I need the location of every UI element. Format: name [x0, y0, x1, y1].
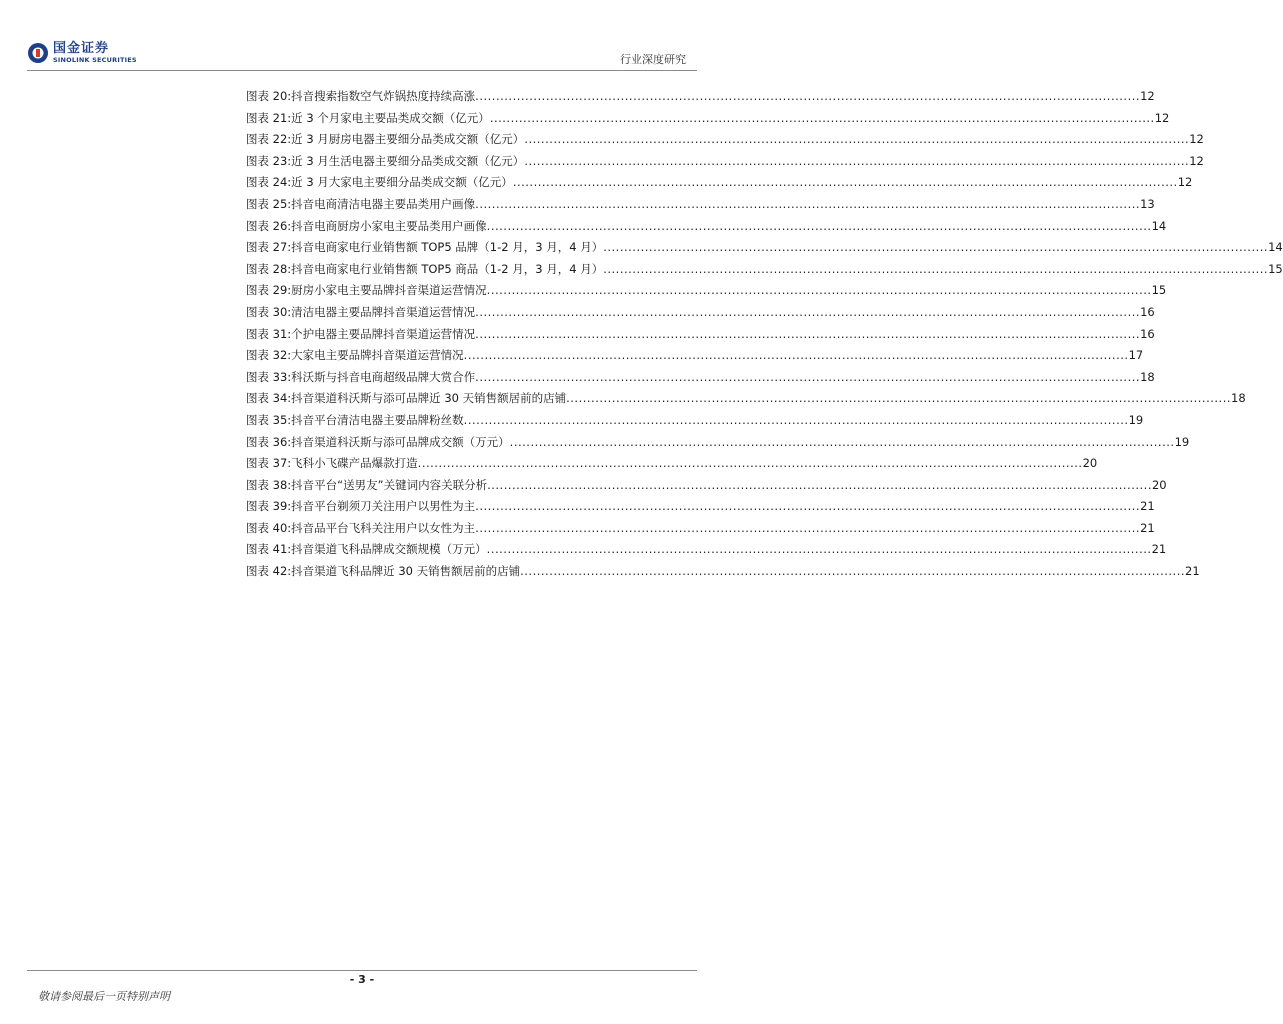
- toc-leader-dots: [513, 175, 1178, 189]
- toc-entry[interactable]: [246, 412, 1144, 434]
- toc-figure-title: 抖音渠道飞科品牌近 30 天销售额居前的店铺: [291, 564, 521, 579]
- toc-figure-title: 抖音渠道飞科品牌成交额规模（万元）: [291, 542, 487, 557]
- logo-text-cn: 国金证券: [53, 41, 110, 57]
- page-number: - 3 -: [349, 973, 375, 986]
- toc-entry[interactable]: [246, 174, 1193, 196]
- company-logo: [27, 42, 137, 64]
- toc-leader-dots: [475, 370, 1140, 384]
- toc-leader-dots: [566, 391, 1231, 405]
- toc-figure-label: 图表 38:: [246, 477, 292, 492]
- toc-entry[interactable]: [246, 390, 1246, 412]
- toc-figure-title: 抖音电商厨房小家电主要品类用户画像: [291, 218, 487, 233]
- toc-figure-title: 抖音渠道科沃斯与添可品牌成交额（万元）: [291, 434, 510, 449]
- toc-figure-title: 厨房小家电主要品牌抖音渠道运营情况: [291, 283, 487, 298]
- toc-page-number: 19: [1174, 434, 1190, 449]
- toc-figure-label: 图表 33:: [246, 369, 292, 384]
- toc-figure-label: 图表 30:: [246, 304, 292, 319]
- toc-figure-title: 抖音电商家电行业销售额 TOP5 品牌（1-2 月，3 月，4 月）: [291, 240, 604, 255]
- toc-leader-dots: [464, 413, 1129, 427]
- toc-page-number: 12: [1154, 110, 1170, 125]
- toc-figure-label: 图表 25:: [246, 196, 292, 211]
- toc-figure-label: 图表 29:: [246, 283, 292, 298]
- toc-leader-dots: [487, 542, 1152, 556]
- toc-entry[interactable]: [246, 110, 1170, 132]
- toc-entry[interactable]: [246, 541, 1167, 563]
- sinolink-logo-icon: [27, 42, 49, 64]
- toc-page-number: 20: [1151, 477, 1167, 492]
- header-divider: [27, 70, 697, 71]
- toc-figure-title: 个护电器主要品牌抖音渠道运营情况: [291, 326, 476, 341]
- toc-figure-title: 清洁电器主要品牌抖音渠道运营情况: [291, 304, 476, 319]
- toc-figure-label: 图表 34:: [246, 391, 292, 406]
- toc-figure-label: 图表 37:: [246, 456, 292, 471]
- toc-leader-dots: [475, 521, 1140, 535]
- toc-leader-dots: [603, 240, 1268, 254]
- toc-leader-dots: [524, 154, 1189, 168]
- toc-leader-dots: [603, 262, 1268, 276]
- toc-entry[interactable]: [246, 326, 1155, 348]
- toc-figure-title: 近 3 个月家电主要品类成交额（亿元）: [291, 110, 490, 125]
- toc-page-number: 12: [1189, 132, 1204, 147]
- toc-entry[interactable]: [246, 218, 1167, 240]
- toc-leader-dots: [475, 197, 1140, 211]
- toc-page-number: 15: [1151, 283, 1167, 298]
- toc-entry[interactable]: [246, 239, 1283, 261]
- toc-page-number: 20: [1082, 456, 1098, 471]
- toc-figure-title: 抖音电商清洁电器主要品类用户画像: [291, 196, 476, 211]
- toc-figure-label: 图表 20:: [246, 89, 292, 103]
- toc-page-number: 12: [1177, 175, 1193, 190]
- toc-entry[interactable]: [246, 347, 1144, 369]
- toc-entry[interactable]: [246, 131, 1204, 153]
- figure-list: [246, 88, 1283, 585]
- toc-page-number: 15: [1268, 261, 1283, 276]
- toc-leader-dots: [475, 499, 1140, 513]
- toc-figure-title: 抖音平台“送男友”关键词内容关联分析: [291, 477, 488, 492]
- toc-leader-dots: [487, 219, 1152, 233]
- toc-page-number: 21: [1140, 499, 1155, 514]
- toc-leader-dots: [487, 478, 1152, 492]
- toc-entry[interactable]: [246, 477, 1167, 499]
- toc-entry[interactable]: [246, 369, 1155, 391]
- toc-figure-title: 科沃斯与抖音电商超级品牌大赏合作: [291, 369, 476, 384]
- toc-page-number: 21: [1185, 564, 1200, 579]
- toc-figure-label: 图表 27:: [246, 240, 292, 255]
- toc-figure-title: 抖音搜索指数空气炸锅热度持续高涨: [291, 89, 476, 103]
- toc-entry[interactable]: [246, 563, 1200, 585]
- toc-figure-title: 抖音电商家电行业销售额 TOP5 商品（1-2 月，3 月，4 月）: [291, 261, 604, 276]
- toc-figure-label: 图表 41:: [246, 542, 292, 557]
- report-type: 行业深度研究: [620, 53, 686, 66]
- toc-entry[interactable]: [246, 520, 1155, 542]
- toc-page-number: 13: [1140, 196, 1155, 211]
- toc-page-number: 21: [1140, 520, 1155, 535]
- toc-figure-label: 图表 31:: [246, 326, 292, 341]
- toc-figure-label: 图表 28:: [246, 261, 292, 276]
- toc-page-number: 21: [1151, 542, 1167, 557]
- toc-figure-title: 近 3 月大家电主要细分品类成交额（亿元）: [291, 175, 513, 190]
- toc-figure-label: 图表 39:: [246, 499, 292, 514]
- toc-entry[interactable]: [246, 282, 1167, 304]
- toc-entry[interactable]: [246, 434, 1190, 456]
- toc-page-number: 16: [1140, 304, 1155, 319]
- toc-leader-dots: [475, 327, 1140, 341]
- toc-entry[interactable]: [246, 261, 1283, 283]
- toc-figure-label: 图表 26:: [246, 218, 292, 233]
- page-header: [0, 0, 724, 70]
- toc-figure-label: 图表 35:: [246, 412, 292, 427]
- toc-leader-dots: [475, 305, 1140, 319]
- toc-entry[interactable]: [246, 304, 1155, 326]
- footer-divider: [27, 970, 697, 971]
- toc-leader-dots: [524, 132, 1189, 146]
- toc-figure-label: 图表 42:: [246, 564, 292, 579]
- toc-figure-label: 图表 21:: [246, 110, 292, 125]
- toc-figure-label: 图表 32:: [246, 348, 292, 363]
- toc-leader-dots: [520, 564, 1185, 578]
- toc-figure-label: 图表 40:: [246, 520, 292, 535]
- toc-figure-title: 近 3 月厨房电器主要细分品类成交额（亿元）: [291, 132, 525, 147]
- toc-page-number: 12: [1140, 89, 1155, 103]
- toc-figure-title: 抖音品平台飞科关注用户以女性为主: [291, 520, 476, 535]
- toc-page-number: 14: [1151, 218, 1167, 233]
- toc-leader-dots: [490, 111, 1155, 125]
- toc-entry[interactable]: [246, 153, 1204, 175]
- toc-figure-title: 抖音渠道科沃斯与添可品牌近 30 天销售额居前的店铺: [291, 391, 567, 406]
- toc-figure-title: 大家电主要品牌抖音渠道运营情况: [291, 348, 464, 363]
- toc-page-number: 17: [1128, 348, 1144, 363]
- toc-page-number: 16: [1140, 326, 1155, 341]
- toc-figure-label: 图表 22:: [246, 132, 292, 147]
- toc-entry[interactable]: [246, 498, 1155, 520]
- toc-leader-dots: [464, 348, 1129, 362]
- toc-leader-dots: [475, 89, 1140, 103]
- disclaimer-note: 敬请参阅最后一页特别声明: [38, 990, 170, 1003]
- toc-entry[interactable]: [246, 88, 1155, 110]
- toc-leader-dots: [510, 435, 1175, 449]
- toc-figure-title: 近 3 月生活电器主要细分品类成交额（亿元）: [291, 153, 525, 168]
- logo-text-en: SINOLINK SECURITIES: [53, 56, 137, 65]
- toc-entry[interactable]: [246, 455, 1098, 477]
- toc-page-number: 19: [1128, 412, 1144, 427]
- toc-figure-label: 图表 23:: [246, 153, 292, 168]
- toc-leader-dots: [487, 283, 1152, 297]
- toc-page-number: 18: [1140, 369, 1155, 384]
- toc-page-number: 12: [1189, 153, 1204, 168]
- toc-figure-label: 图表 36:: [246, 434, 292, 449]
- toc-leader-dots: [418, 456, 1083, 470]
- toc-entry[interactable]: [246, 196, 1155, 218]
- toc-figure-title: 抖音平台剃须刀关注用户以男性为主: [291, 499, 476, 514]
- toc-figure-label: 图表 24:: [246, 175, 292, 190]
- toc-figure-title: 飞科小飞碟产品爆款打造: [291, 456, 418, 471]
- toc-page-number: 14: [1268, 240, 1283, 255]
- toc-page-number: 18: [1231, 391, 1246, 406]
- toc-figure-title: 抖音平台清洁电器主要品牌粉丝数: [291, 412, 464, 427]
